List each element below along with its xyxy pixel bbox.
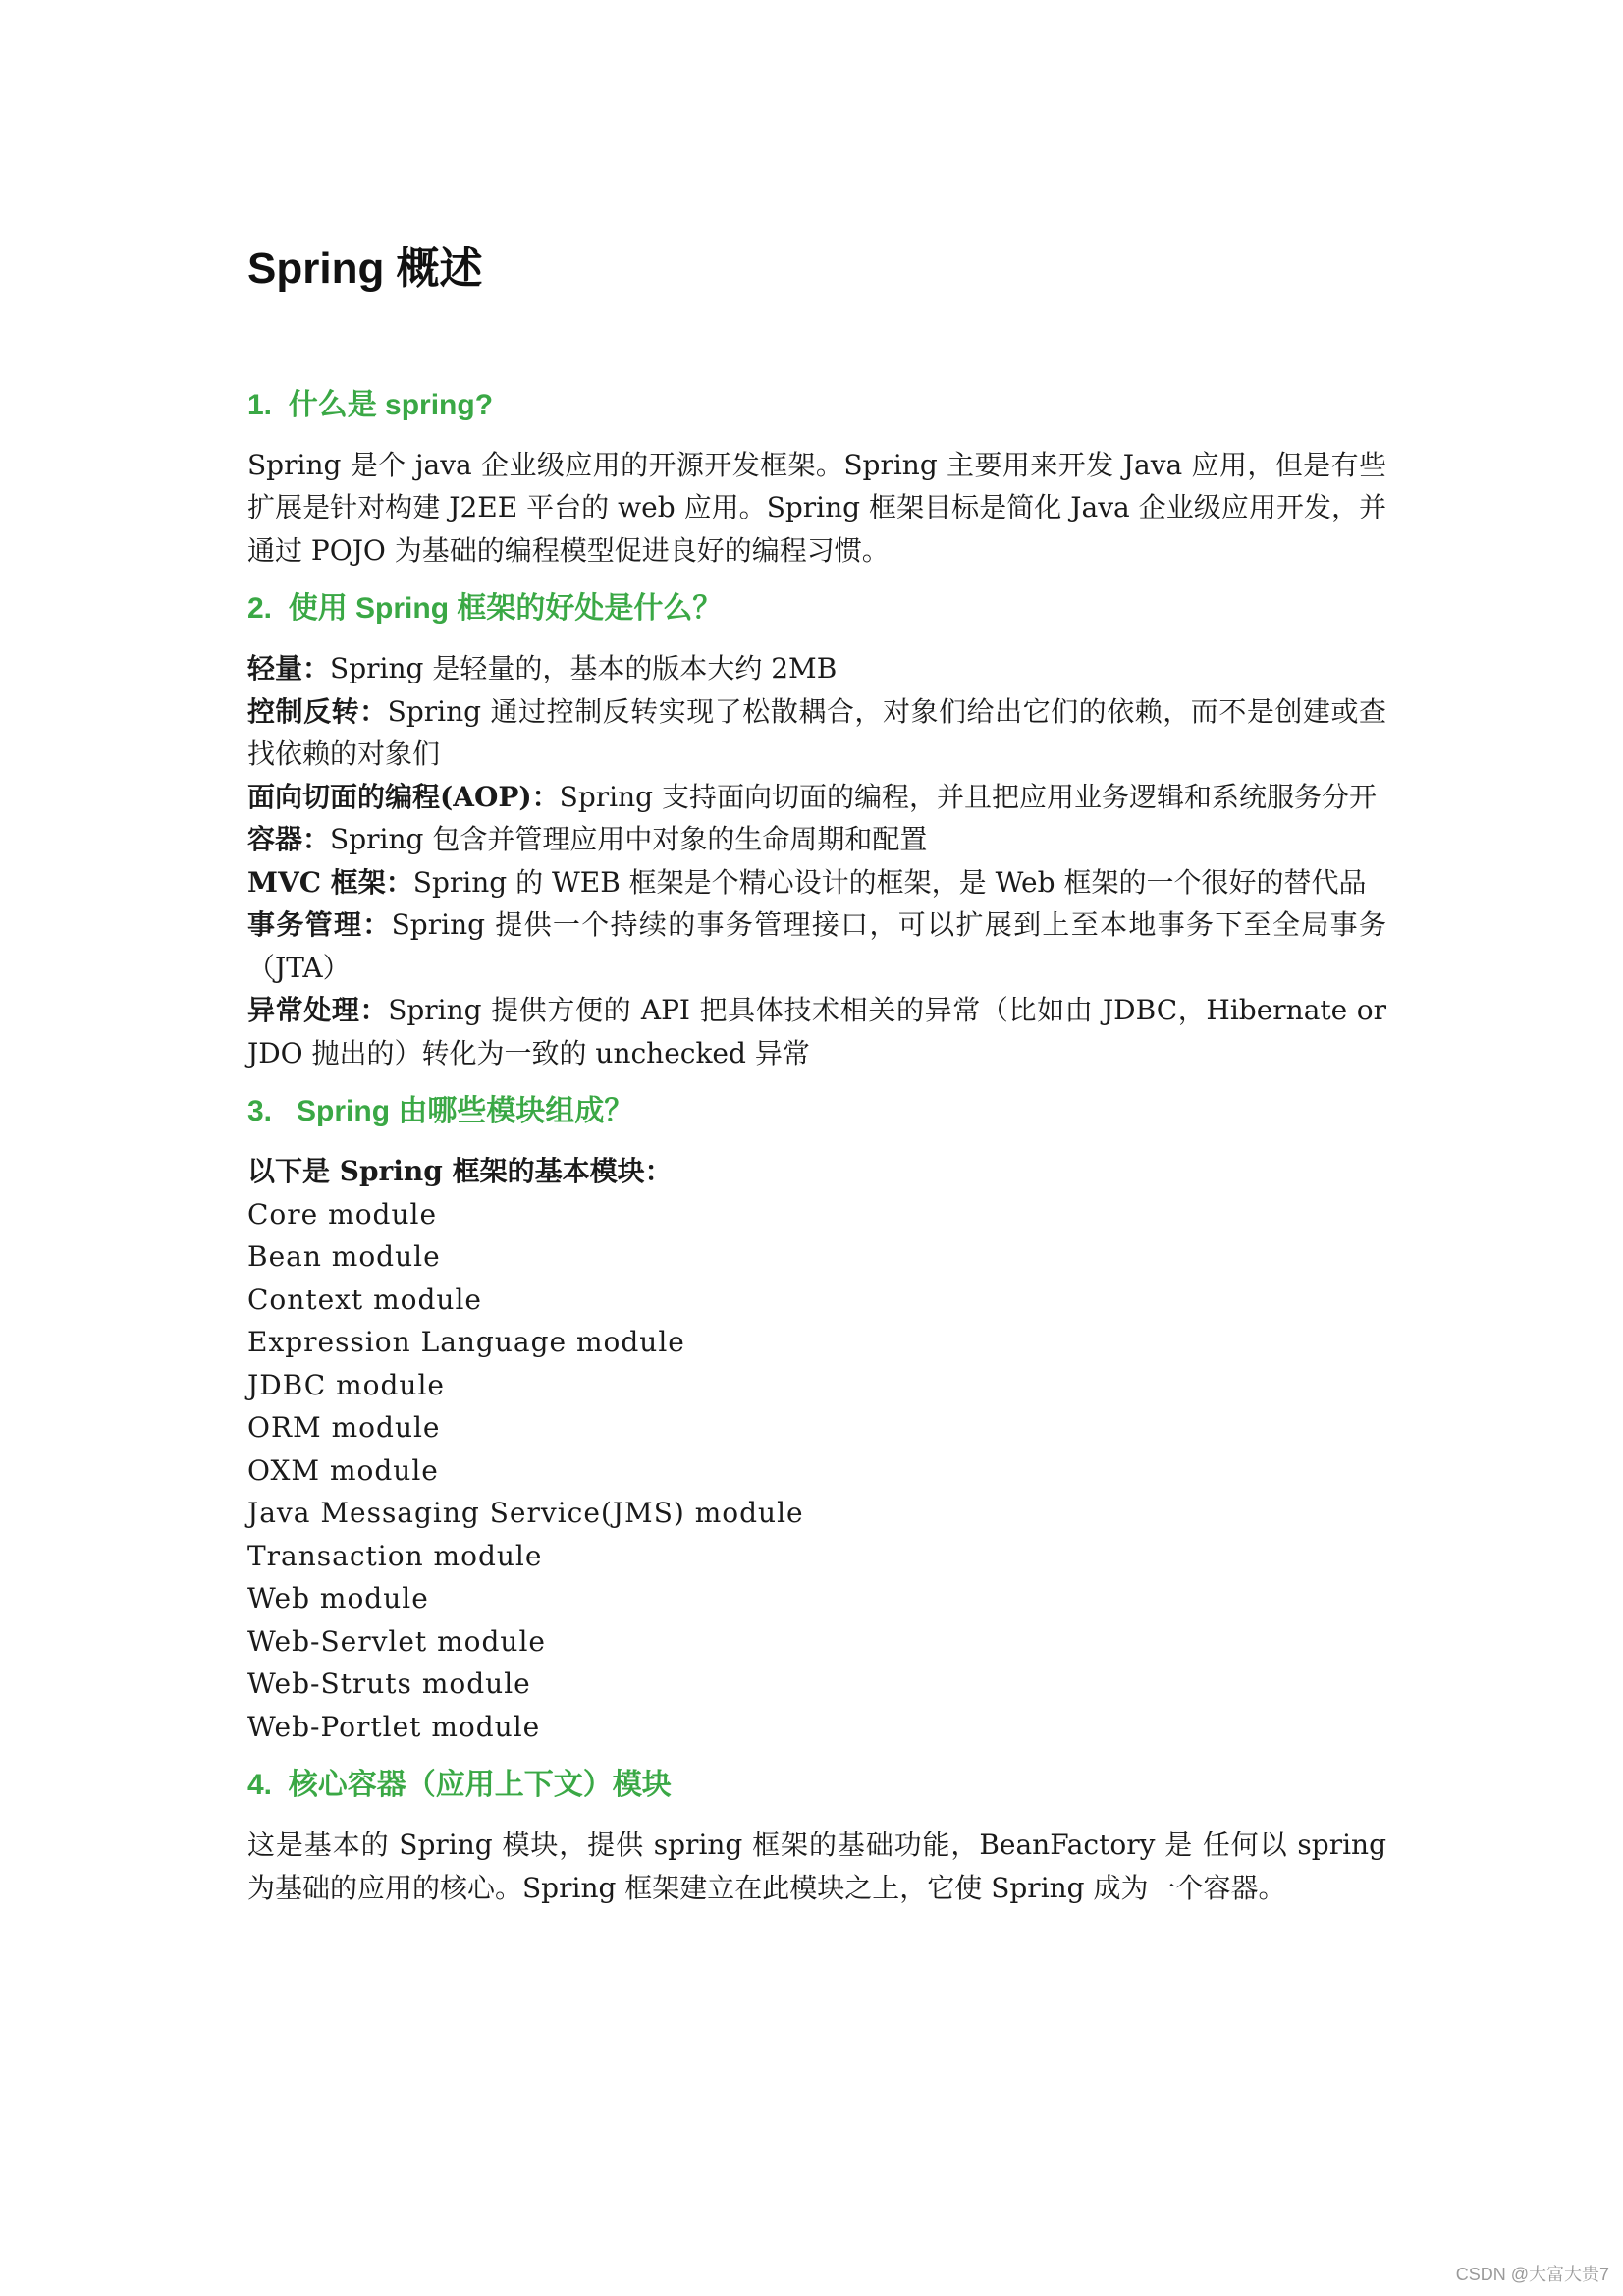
list-item: JDBC module: [247, 1368, 445, 1401]
section-heading: 1. 什么是 spring?: [247, 388, 494, 421]
list-item: Expression Language module: [247, 1326, 685, 1359]
benefit-term: 容器：: [247, 823, 331, 856]
list-item: Web-Portlet module: [247, 1710, 541, 1743]
document-title: Spring 概述: [247, 245, 483, 293]
section-heading: 3. Spring 由哪些模块组成？: [247, 1095, 634, 1128]
benefit-term: 事务管理：: [247, 908, 392, 942]
list-item: [247, 647, 1386, 690]
modules-list: [247, 1193, 1386, 1749]
section-heading: 2. 使用 Spring 框架的好处是什么？: [247, 592, 723, 626]
section-spring-benefits: [247, 589, 1386, 1074]
benefits-list: [247, 647, 1386, 1074]
list-item: Web module: [247, 1582, 429, 1615]
list-item: [247, 818, 1386, 861]
benefit-term: 面向切面的编程(AOP)：: [247, 780, 560, 813]
section-paragraph: Spring 是个 java 企业级应用的开源开发框架。Spring 主要用来开发 Java 应用，但是有些扩展是针对构建 J2EE 平台的 web 应用。Spring 框架目标是简化 Java 企业级应用开发，并通过 POJO 为基础的编程模型促进良好的编程习惯。: [247, 448, 1386, 567]
list-item: Transaction module: [247, 1539, 543, 1572]
list-item: [247, 690, 1386, 776]
list-item: Web-Servlet module: [247, 1624, 546, 1658]
benefit-term: 控制反转：: [247, 694, 388, 728]
benefit-term: 轻量：: [247, 652, 331, 685]
benefit-text: Spring 提供方便的 API 把具体技术相关的异常（比如由 JDBC，Hibernate or JDO 抛出的）转化为一致的 unchecked 异常: [247, 994, 1386, 1069]
benefit-term: MVC 框架：: [247, 865, 413, 899]
section-what-is-spring: [247, 386, 1386, 573]
benefit-term: 异常处理：: [247, 994, 389, 1027]
section-paragraph: 这是基本的 Spring 模块，提供 spring 框架的基础功能，BeanFactory 是 任何以 spring 为基础的应用的核心。Spring 框架建立在此模块之上，它使 Spring 成为一个容器。: [247, 1829, 1386, 1904]
list-item: [247, 903, 1386, 989]
benefit-text: Spring 提供一个持续的事务管理接口，可以扩展到上至本地事务下至全局事务（JTA）: [247, 908, 1386, 984]
list-item: [247, 861, 1386, 904]
modules-intro: 以下是 Spring 框架的基本模块：: [247, 1155, 673, 1188]
benefit-text: Spring 支持面向切面的编程，并且把应用业务逻辑和系统服务分开: [559, 780, 1377, 813]
section-heading: 4. 核心容器（应用上下文）模块: [247, 1769, 672, 1802]
section-core-container: [247, 1766, 1386, 1909]
list-item: [247, 776, 1386, 819]
list-item: Bean module: [247, 1240, 441, 1274]
benefit-text: Spring 是轻量的，基本的版本大约 2MB: [330, 652, 838, 685]
benefit-text: Spring 包含并管理应用中对象的生命周期和配置: [330, 823, 928, 856]
list-item: ORM module: [247, 1411, 441, 1445]
list-item: Core module: [247, 1197, 438, 1230]
section-spring-modules: [247, 1092, 1386, 1748]
benefit-text: Spring 的 WEB 框架是个精心设计的框架，是 Web 框架的一个很好的替代品: [412, 865, 1367, 899]
list-item: Java Messaging Service(JMS) module: [247, 1497, 804, 1530]
document-page: [247, 244, 1386, 1927]
list-item: Context module: [247, 1283, 482, 1316]
list-item: Web-Struts module: [247, 1667, 531, 1701]
watermark: CSDN @大富大贵7: [1455, 2265, 1609, 2284]
benefit-text: Spring 通过控制反转实现了松散耦合，对象们给出它们的依赖，而不是创建或查找依赖的对象们: [247, 694, 1386, 771]
list-item: [247, 989, 1386, 1074]
list-item: OXM module: [247, 1453, 439, 1487]
